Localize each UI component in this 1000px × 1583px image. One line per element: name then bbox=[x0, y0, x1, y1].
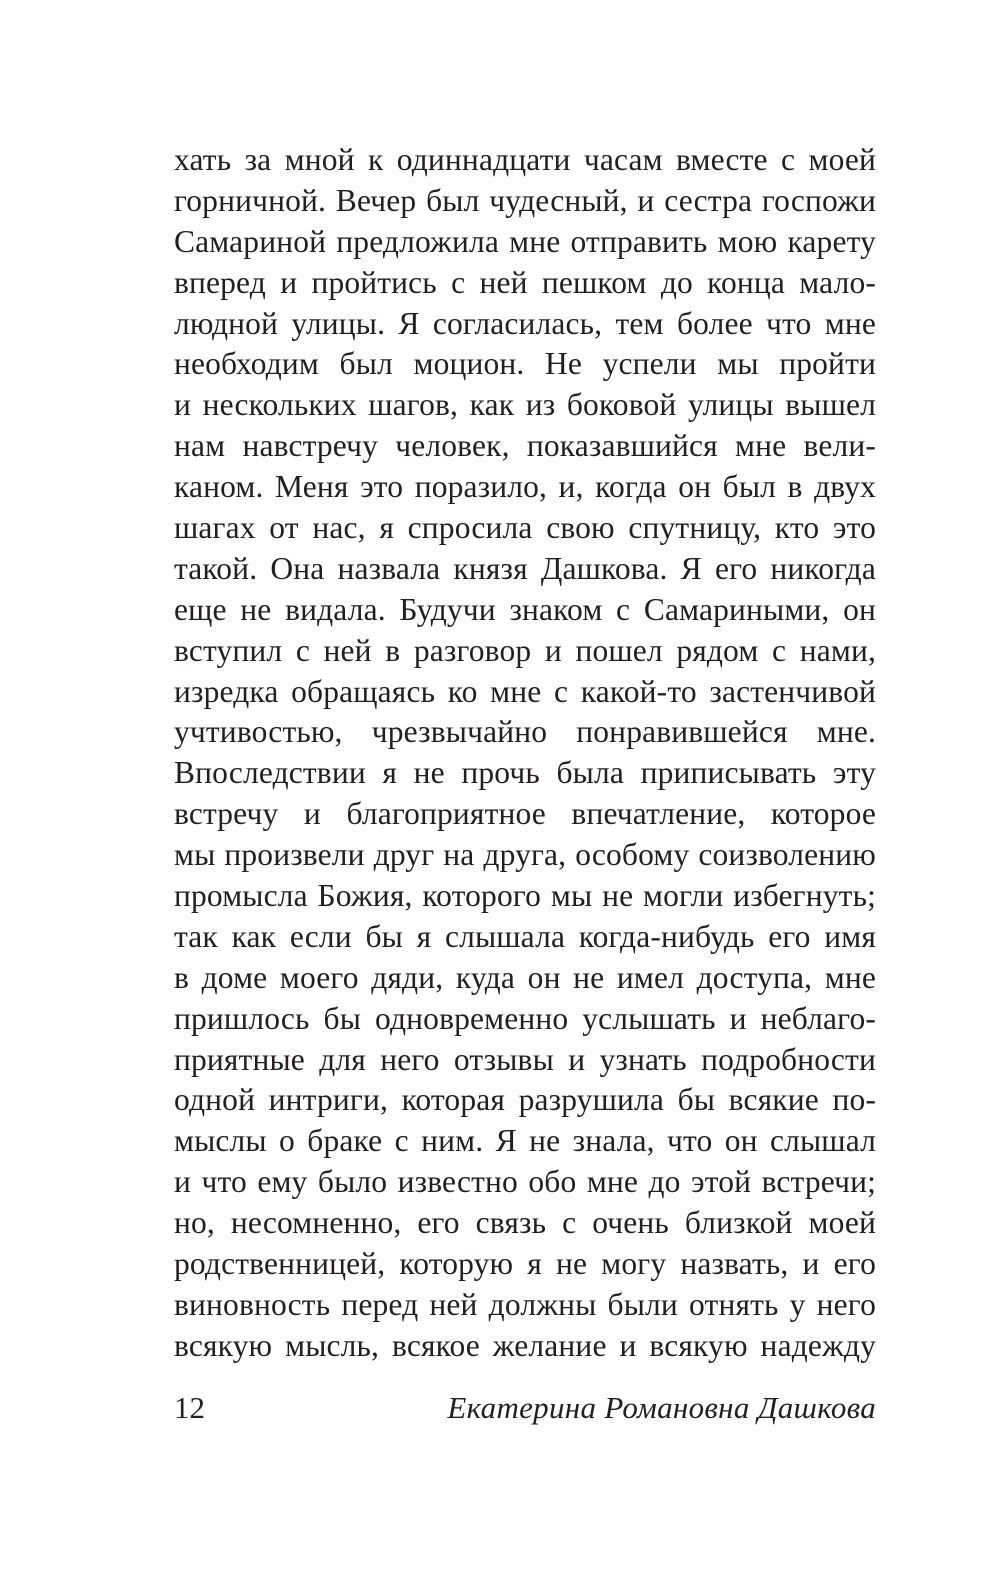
text-line: так как если бы я слышала когда-нибудь его имя bbox=[174, 918, 876, 954]
text-line: шагах от нас, я спросила свою спутницу, кто это bbox=[174, 510, 876, 546]
text-line: пришлось бы одновременно услышать и неблаго- bbox=[174, 1000, 876, 1036]
text-line: мыслы о браке с ним. Я не знала, что он слышал bbox=[174, 1123, 876, 1159]
text-line: одной интриги, которая разрушила бы всякие по- bbox=[174, 1082, 876, 1118]
text-line: приятные для него отзывы и узнать подробности bbox=[174, 1041, 876, 1077]
text-line: встречу и благоприятное впечатление, которое bbox=[174, 796, 876, 832]
text-line: в доме моего дяди, куда он не имел доступа, мне bbox=[174, 959, 876, 995]
text-line: всякую мысль, всякое желание и всякую надежду bbox=[174, 1327, 876, 1363]
text-line: Самариной предложила мне отправить мою карету bbox=[174, 223, 876, 259]
text-line: родственницей, которую я не могу назвать, и его bbox=[174, 1246, 876, 1282]
text-line: еще не видала. Будучи знаком с Самариными, он bbox=[174, 591, 876, 627]
text-line: мы произвели друг на друга, особому соизволению bbox=[174, 837, 876, 873]
text-line: и нескольких шагов, как из боковой улицы вышел bbox=[174, 387, 876, 423]
text-line: людной улицы. Я согласилась, тем более что мне bbox=[174, 305, 876, 341]
page-number: 12 bbox=[174, 1390, 205, 1425]
text-line: виновность перед ней должны были отнять у него bbox=[174, 1286, 876, 1322]
text-line: необходим был моцион. Не успели мы пройти bbox=[174, 346, 876, 382]
page-footer bbox=[174, 1388, 876, 1428]
text-line: изредка обращаясь ко мне с какой-то застенчивой bbox=[174, 673, 876, 709]
text-line: промысла Божия, которого мы не могли избегнуть; bbox=[174, 878, 876, 914]
text-line: нам навстречу человек, показавшийся мне вели- bbox=[174, 428, 876, 464]
text-line: вступил с ней в разговор и пошел рядом с нами, bbox=[174, 632, 876, 668]
text-line: Впоследствии я не прочь была приписывать эту bbox=[174, 755, 876, 791]
text-line: такой. Она назвала князя Дашкова. Я его никогда bbox=[174, 550, 876, 586]
text-line: и что ему было известно обо мне до этой встречи; bbox=[174, 1164, 876, 1200]
body-text bbox=[174, 140, 876, 1367]
text-line: хать за мной к одиннадцати часам вместе с моей bbox=[174, 142, 876, 177]
text-line: но, несомненно, его связь с очень близкой моей bbox=[174, 1205, 876, 1241]
text-line: вперед и пройтись с ней пешком до конца мало- bbox=[174, 264, 876, 300]
text-line: учтивостью, чрезвычайно понравившейся мне. bbox=[174, 714, 876, 750]
text-line: горничной. Вечер был чудесный, и сестра госпожи bbox=[174, 182, 876, 218]
running-title: Екатерина Романовна Дашкова bbox=[447, 1390, 876, 1425]
text-line: каном. Меня это поразило, и, когда он был в двух bbox=[174, 469, 876, 505]
